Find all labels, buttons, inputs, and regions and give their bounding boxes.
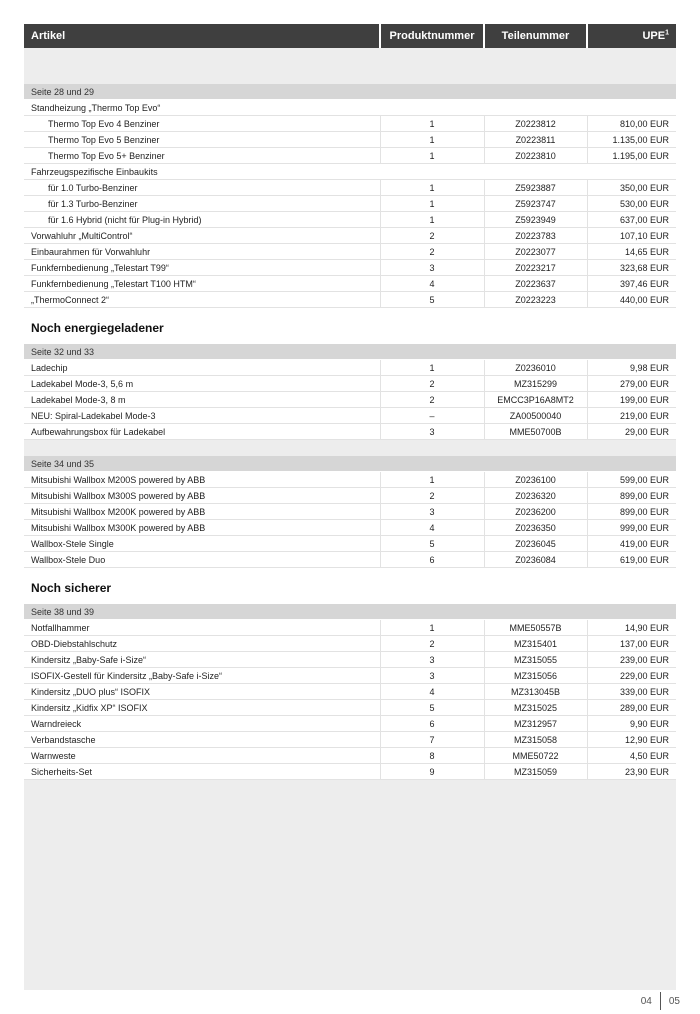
part-number: EMCC3P16A8MT2 — [484, 392, 587, 408]
part-number: MZ315056 — [484, 668, 587, 684]
article-name: Mitsubishi Wallbox M200K powered by ABB — [24, 504, 380, 520]
part-number: MZ312957 — [484, 716, 587, 732]
column-header-price — [587, 24, 676, 48]
part-number: MZ315055 — [484, 652, 587, 668]
product-number: 3 — [380, 424, 484, 440]
product-number: 1 — [380, 132, 484, 148]
product-number: 1 — [380, 196, 484, 212]
part-number: MZ315025 — [484, 700, 587, 716]
article-name: Sicherheits-Set — [24, 764, 380, 780]
article-name: für 1.6 Hybrid (nicht für Plug-in Hybrid) — [24, 212, 380, 228]
price: 899,00 EUR — [587, 488, 676, 504]
product-number: 7 — [380, 732, 484, 748]
table-row — [24, 244, 676, 260]
column-header-part-number: Teilenummer — [484, 24, 587, 48]
article-name: Kindersitz „Kidfix XP“ ISOFIX — [24, 700, 380, 716]
part-number: MME50722 — [484, 748, 587, 764]
article-name: Kindersitz „Baby-Safe i-Size“ — [24, 652, 380, 668]
price: 1.195,00 EUR — [587, 148, 676, 164]
section-title: Noch sicherer — [24, 568, 676, 605]
page-reference-row — [24, 456, 676, 472]
article-name: Aufbewahrungsbox für Ladekabel — [24, 424, 380, 440]
table-row — [24, 376, 676, 392]
product-number: 3 — [380, 668, 484, 684]
price-footnote-marker: 1 — [665, 29, 669, 37]
part-number: Z0223811 — [484, 132, 587, 148]
table-row — [24, 180, 676, 196]
product-number: 2 — [380, 228, 484, 244]
article-name: NEU: Spiral-Ladekabel Mode-3 — [24, 408, 380, 424]
product-number: 4 — [380, 684, 484, 700]
table-row — [24, 700, 676, 716]
spacer-cell — [24, 48, 676, 84]
product-number: 8 — [380, 748, 484, 764]
part-number: MZ315059 — [484, 764, 587, 780]
product-number: 3 — [380, 504, 484, 520]
page-reference-row — [24, 604, 676, 620]
price-list-panel — [24, 24, 676, 990]
part-number: Z5923747 — [484, 196, 587, 212]
article-name: Funkfernbedienung „Telestart T100 HTM“ — [24, 276, 380, 292]
table-row — [24, 764, 676, 780]
section-title-row — [24, 308, 676, 345]
price-header-label: UPE — [642, 30, 666, 42]
article-name: Thermo Top Evo 5 Benziner — [24, 132, 380, 148]
product-number: 1 — [380, 472, 484, 488]
product-number: 1 — [380, 360, 484, 376]
part-number: Z0223810 — [484, 148, 587, 164]
article-name: Einbaurahmen für Vorwahluhr — [24, 244, 380, 260]
price: 23,90 EUR — [587, 764, 676, 780]
product-number: 6 — [380, 716, 484, 732]
price: 239,00 EUR — [587, 652, 676, 668]
table-row — [24, 148, 676, 164]
article-name: Ladechip — [24, 360, 380, 376]
product-number: 1 — [380, 148, 484, 164]
part-number: Z5923887 — [484, 180, 587, 196]
article-name: Thermo Top Evo 5+ Benziner — [24, 148, 380, 164]
part-number: ZA00500040 — [484, 408, 587, 424]
product-number: 4 — [380, 276, 484, 292]
table-row — [24, 504, 676, 520]
table-row — [24, 732, 676, 748]
part-number: Z0223812 — [484, 116, 587, 132]
part-number: Z0236350 — [484, 520, 587, 536]
product-group-label: Fahrzeugspezifische Einbaukits — [24, 164, 676, 180]
product-number: 3 — [380, 260, 484, 276]
part-number: Z0236100 — [484, 472, 587, 488]
part-number: Z0223637 — [484, 276, 587, 292]
article-name: Ladekabel Mode-3, 5,6 m — [24, 376, 380, 392]
product-number: 9 — [380, 764, 484, 780]
page-number-left: 04 — [640, 995, 652, 1007]
price: 14,65 EUR — [587, 244, 676, 260]
table-spacer — [24, 48, 676, 84]
page-number-right: 05 — [668, 995, 680, 1007]
article-name: für 1.0 Turbo-Benziner — [24, 180, 380, 196]
table-body — [24, 48, 676, 780]
table-row — [24, 392, 676, 408]
table-row — [24, 424, 676, 440]
part-number: Z5923949 — [484, 212, 587, 228]
part-number: MME50557B — [484, 620, 587, 636]
article-name: für 1.3 Turbo-Benziner — [24, 196, 380, 212]
product-number: 5 — [380, 292, 484, 308]
table-row — [24, 552, 676, 568]
article-name: Thermo Top Evo 4 Benziner — [24, 116, 380, 132]
spacer-cell — [24, 440, 676, 457]
table-row — [24, 360, 676, 376]
table-row — [24, 196, 676, 212]
product-group-row — [24, 100, 676, 116]
article-name: Mitsubishi Wallbox M200S powered by ABB — [24, 472, 380, 488]
article-name: Funkfernbedienung „Telestart T99“ — [24, 260, 380, 276]
page-numbers — [641, 992, 680, 1010]
part-number: MZ315058 — [484, 732, 587, 748]
price: 9,98 EUR — [587, 360, 676, 376]
part-number: Z0236010 — [484, 360, 587, 376]
product-number: 5 — [380, 700, 484, 716]
page-reference-row — [24, 84, 676, 100]
price: 599,00 EUR — [587, 472, 676, 488]
part-number: Z0236200 — [484, 504, 587, 520]
price: 1.135,00 EUR — [587, 132, 676, 148]
price: 14,90 EUR — [587, 620, 676, 636]
article-name: Mitsubishi Wallbox M300S powered by ABB — [24, 488, 380, 504]
price: 440,00 EUR — [587, 292, 676, 308]
product-number: 3 — [380, 652, 484, 668]
part-number: Z0236084 — [484, 552, 587, 568]
table-row — [24, 132, 676, 148]
article-name: Kindersitz „DUO plus“ ISOFIX — [24, 684, 380, 700]
table-row — [24, 520, 676, 536]
table-row — [24, 620, 676, 636]
page-number-divider — [660, 992, 661, 1010]
price: 419,00 EUR — [587, 536, 676, 552]
table-row — [24, 116, 676, 132]
part-number: Z0236320 — [484, 488, 587, 504]
table-row — [24, 408, 676, 424]
article-name: Warndreieck — [24, 716, 380, 732]
article-name: Mitsubishi Wallbox M300K powered by ABB — [24, 520, 380, 536]
page-reference: Seite 38 und 39 — [24, 604, 676, 620]
price: 899,00 EUR — [587, 504, 676, 520]
part-number: MZ315299 — [484, 376, 587, 392]
page-reference: Seite 34 und 35 — [24, 456, 676, 472]
product-number: 2 — [380, 244, 484, 260]
table-row — [24, 668, 676, 684]
table-row — [24, 652, 676, 668]
part-number: Z0223783 — [484, 228, 587, 244]
product-number: 1 — [380, 116, 484, 132]
part-number: Z0223217 — [484, 260, 587, 276]
product-number: 2 — [380, 392, 484, 408]
price: 137,00 EUR — [587, 636, 676, 652]
price: 397,46 EUR — [587, 276, 676, 292]
page-reference-row — [24, 344, 676, 360]
article-name: Warnweste — [24, 748, 380, 764]
price: 4,50 EUR — [587, 748, 676, 764]
product-number: 2 — [380, 636, 484, 652]
price: 29,00 EUR — [587, 424, 676, 440]
part-number: MZ313045B — [484, 684, 587, 700]
article-name: Wallbox-Stele Single — [24, 536, 380, 552]
price: 9,90 EUR — [587, 716, 676, 732]
price: 229,00 EUR — [587, 668, 676, 684]
table-row — [24, 260, 676, 276]
article-name: ISOFIX-Gestell für Kindersitz „Baby-Safe i-Size“ — [24, 668, 380, 684]
product-number: – — [380, 408, 484, 424]
price: 323,68 EUR — [587, 260, 676, 276]
article-name: Ladekabel Mode-3, 8 m — [24, 392, 380, 408]
table-row — [24, 212, 676, 228]
article-name: Wallbox-Stele Duo — [24, 552, 380, 568]
table-row — [24, 472, 676, 488]
product-number: 2 — [380, 376, 484, 392]
article-name: Vorwahluhr „MultiControl“ — [24, 228, 380, 244]
table-row — [24, 636, 676, 652]
price: 289,00 EUR — [587, 700, 676, 716]
column-header-article: Artikel — [24, 24, 380, 48]
product-group-label: Standheizung „Thermo Top Evo“ — [24, 100, 676, 116]
product-number: 2 — [380, 488, 484, 504]
table-row — [24, 716, 676, 732]
price: 999,00 EUR — [587, 520, 676, 536]
product-number: 5 — [380, 536, 484, 552]
product-number: 4 — [380, 520, 484, 536]
table-row — [24, 748, 676, 764]
group-spacer — [24, 440, 676, 457]
part-number: MME50700B — [484, 424, 587, 440]
product-group-row — [24, 164, 676, 180]
article-name: OBD-Diebstahlschutz — [24, 636, 380, 652]
part-number: Z0223077 — [484, 244, 587, 260]
table-header-row — [24, 24, 676, 48]
part-number: Z0223223 — [484, 292, 587, 308]
price: 637,00 EUR — [587, 212, 676, 228]
page-reference: Seite 28 und 29 — [24, 84, 676, 100]
table-row — [24, 684, 676, 700]
table-row — [24, 292, 676, 308]
price: 350,00 EUR — [587, 180, 676, 196]
part-number: Z0236045 — [484, 536, 587, 552]
product-number: 6 — [380, 552, 484, 568]
section-title-row — [24, 568, 676, 605]
article-name: Verbandstasche — [24, 732, 380, 748]
table-row — [24, 488, 676, 504]
column-header-product-number: Produktnummer — [380, 24, 484, 48]
price: 530,00 EUR — [587, 196, 676, 212]
part-number: MZ315401 — [484, 636, 587, 652]
price-table — [24, 24, 676, 780]
product-number: 1 — [380, 620, 484, 636]
table-row — [24, 536, 676, 552]
price: 107,10 EUR — [587, 228, 676, 244]
product-number: 1 — [380, 212, 484, 228]
price: 219,00 EUR — [587, 408, 676, 424]
price: 810,00 EUR — [587, 116, 676, 132]
table-row — [24, 276, 676, 292]
price: 279,00 EUR — [587, 376, 676, 392]
article-name: Notfallhammer — [24, 620, 380, 636]
product-number: 1 — [380, 180, 484, 196]
table-row — [24, 228, 676, 244]
price: 12,90 EUR — [587, 732, 676, 748]
page-reference: Seite 32 und 33 — [24, 344, 676, 360]
price: 199,00 EUR — [587, 392, 676, 408]
price: 339,00 EUR — [587, 684, 676, 700]
price: 619,00 EUR — [587, 552, 676, 568]
article-name: „ThermoConnect 2“ — [24, 292, 380, 308]
section-title: Noch energiegeladener — [24, 308, 676, 345]
